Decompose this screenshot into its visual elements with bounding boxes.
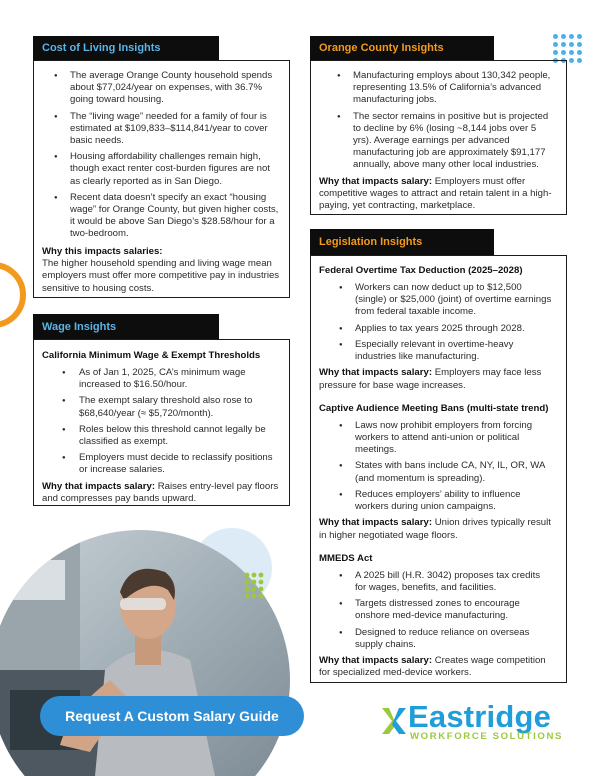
orange-county-why [311, 176, 566, 213]
why-text: Union drives typically result in higher negotiated wage floors. [319, 517, 551, 541]
list-item: ● Housing affordability challenges remain high, though exact renter cost-burden figures are not as clearly reported as in San Diego. [70, 151, 279, 188]
list-item: ● The sector remains in positive but is projected to decline by 6% (losing ~8,144 jobs over 5 yrs). Average earnings per advanced manufacturing job are approximately $91,177 annually, above many other local industries. [353, 111, 554, 172]
list-item: ● Applies to tax years 2025 through 2028. [355, 323, 552, 335]
list-item: ● Manufacturing employs about 130,342 people, representing 13.5% of California’s advanced manufacturing jobs. [353, 70, 554, 107]
list-item: ● Targets distressed zones to encourage onshore med-device manufacturing. [355, 598, 552, 622]
logo-wordmark: Eastridge [408, 699, 552, 734]
list-item: ● Workers can now deduct up to $12,500 (single) or $25,000 (joint) of overtime earnings from federal taxable income. [355, 282, 552, 319]
orange-county-list [311, 61, 566, 172]
legislation-title: Legislation Insights [310, 229, 494, 255]
section-heading: Captive Audience Meeting Bans (multi-state trend) [319, 402, 549, 414]
section-why [319, 655, 558, 680]
list-item: ● Roles below this threshold cannot legally be classified as exempt. [79, 424, 277, 448]
orange-county-panel [310, 60, 567, 215]
section-heading: Federal Overtime Tax Deduction (2025–2028) [319, 265, 523, 276]
section-why [319, 367, 558, 392]
section-list [319, 570, 558, 651]
why-text: Employers must offer competitive wages to attract and retain talent in a high-paying, yet contracting, marketplace. [319, 175, 552, 212]
list-item: ● The average Orange County household spends about $77,024/year on expenses, with 36.7% going toward housing. [70, 70, 279, 107]
eastridge-x-icon [380, 706, 408, 736]
orange-arc-decoration [0, 262, 26, 328]
cost-of-living-panel [33, 60, 290, 298]
why-label: Why that impacts salary: [319, 367, 433, 379]
list-item: ● As of Jan 1, 2025, CA’s minimum wage increased to $16.50/hour. [79, 367, 277, 391]
why-label: Why that impacts salary: [319, 655, 433, 667]
wage-insights-title: Wage Insights [33, 314, 219, 339]
cost-of-living-why [34, 245, 289, 295]
cost-of-living-title: Cost of Living Insights [33, 36, 219, 60]
wage-subheading: California Minimum Wage & Exempt Thresholds [42, 350, 261, 361]
wage-list [42, 367, 281, 477]
logo-tagline: WORKFORCE SOLUTIONS [410, 731, 563, 742]
list-item: ● Designed to reduce reliance on overseas supply chains. [355, 627, 552, 651]
legislation-section-captive-audience [319, 403, 558, 542]
section-heading: MMEDS Act [319, 552, 373, 564]
why-text: The higher household spending and living wage mean employers must offer more competitive pay in industries sensitive to housing costs. [42, 257, 280, 294]
why-text: Raises entry-level pay floors and compresses pay bands upward. [42, 480, 279, 504]
why-label: Why this impacts salaries: [42, 245, 163, 257]
legislation-section-overtime [319, 265, 558, 392]
list-item: ● A 2025 bill (H.R. 3042) proposes tax credits for wages, benefits, and facilities. [355, 570, 552, 594]
wage-insights-panel [33, 339, 290, 506]
section-why [319, 517, 558, 542]
list-item: ● The exempt salary threshold also rose to $68,640/year (≈ $5,720/month). [79, 395, 277, 419]
list-item: ● Reduces employers’ ability to influence workers during union campaigns. [355, 489, 552, 513]
list-item: ● Employers must decide to reclassify positions or increase salaries. [79, 452, 277, 476]
cost-of-living-list [34, 61, 289, 241]
why-text: Creates wage competition for specialized med-device workers. [319, 655, 546, 679]
list-item: ● States with bans include CA, NY, IL, OR, WA (and momentum is spreading). [355, 460, 552, 484]
list-item: ● Recent data doesn’t specify an exact “housing wage” for Orange County, but given higher costs, it would be above San Diego’s $28.58/hour for a two-bedroom. [70, 192, 279, 241]
why-label: Why that impacts salary: [42, 480, 156, 492]
orange-county-title: Orange County Insights [310, 36, 494, 60]
list-item: ● Laws now prohibit employers from forcing workers to attend anti-union or political meetings. [355, 420, 552, 457]
legislation-panel [310, 255, 567, 683]
why-label: Why that impacts salary: [319, 517, 433, 529]
section-list [319, 282, 558, 363]
request-salary-guide-button[interactable]: Request A Custom Salary Guide [40, 696, 304, 736]
section-list [319, 420, 558, 513]
list-item: ● Especially relevant in overtime-heavy industries like manufacturing. [355, 339, 552, 363]
dot-grid-icon [553, 34, 582, 63]
why-text: Employers may face less pressure for base wage increases. [319, 367, 542, 391]
list-item: ● The “living wage” needed for a family of four is estimated at $109,833–$114,841/year to cover basic needs. [70, 111, 279, 148]
why-label: Why that impacts salary: [319, 175, 433, 187]
wage-why [42, 481, 281, 506]
legislation-section-mmeds [319, 553, 558, 680]
worker-photo [0, 520, 300, 776]
